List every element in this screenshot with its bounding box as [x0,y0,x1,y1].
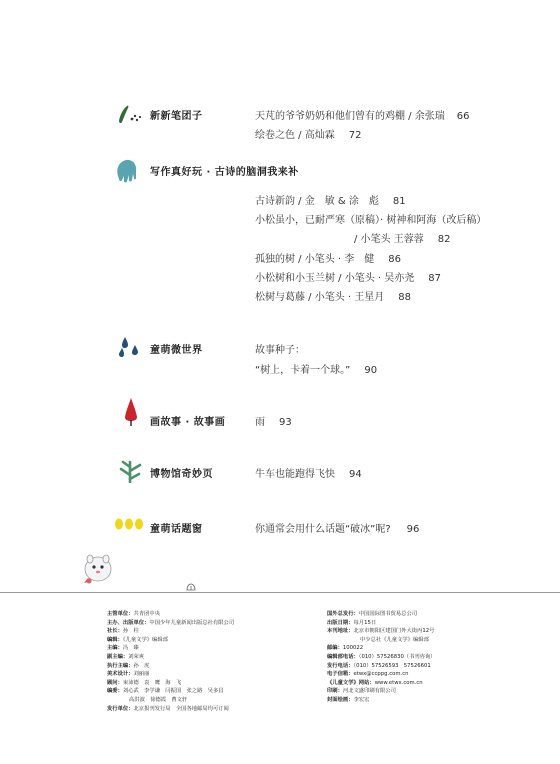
green-brush-icon [116,103,146,125]
masthead-row [107,705,234,714]
masthead-row [327,636,436,645]
masthead-row [107,687,234,696]
masthead-value: 刘丽丽 [133,671,150,678]
toc-entry[interactable] [255,269,441,284]
masthead-label: 主管单位： [107,611,134,617]
page-number: 96 [406,524,420,535]
masthead-value: 每月15日 [353,619,377,626]
masthead-value: 中少总社《儿童文学》编辑部 [360,636,429,643]
toc-entry[interactable] [354,230,450,245]
red-tree-icon [123,397,139,427]
masthead-label: 《儿童文学》网站： [327,679,375,686]
toc-entry[interactable] [255,192,406,207]
masthead-row [327,627,436,636]
masthead-label: 主办、出版单位： [107,619,150,626]
masthead-value: （010）57526593 57526601 [353,662,431,669]
masthead-value: 中国国际图书贸易总公司 [358,611,418,617]
toc-entry[interactable] [255,288,411,303]
masthead-website[interactable]: www.etwx.com.cn [374,679,423,686]
page-number: 94 [349,469,362,480]
masthead-row [327,610,436,619]
entry-text: 小松树和小玉兰树 / 小笔头 · 吴亦尧 [255,273,415,284]
toc-entry[interactable] [255,126,361,141]
masthead-value: 100022 [342,645,364,652]
masthead-label: 编辑部电话： [327,653,359,660]
masthead-label: 出版日期： [327,619,354,626]
toc-entry[interactable] [255,250,401,265]
masthead-label: 顾问： [107,679,123,686]
page-number: 88 [398,292,411,303]
page-number: 93 [279,417,292,428]
page-number: 82 [437,234,451,245]
masthead-label: 编辑： [107,636,123,643]
entry-text: 天芃的爷爷奶奶和他们曾有的鸡棚 / 余张瑞 [255,111,445,122]
masthead-row [107,644,234,653]
entry-text: 故事种子： [255,345,305,356]
footer-divider [0,592,560,593]
masthead-label: 执行主编： [107,662,134,669]
masthead-row [107,627,234,636]
masthead-value: 《儿童文学》编辑部 [122,636,168,643]
masthead-value: 北京市朝阳区建国门外大街丙12号 [353,628,435,635]
section-title: 写作真好玩 · 古诗的脑洞我来补 [150,167,299,178]
masthead-label: 印刷： [327,688,343,695]
masthead-row [327,662,436,671]
masthead-label: 编委： [107,688,123,695]
section-title: 童萌微世界 [150,345,203,356]
blue-drops-icon [118,334,144,358]
page-number: 81 [392,196,406,207]
page-number: 90 [364,365,378,376]
entry-text: 古诗新韵 / 金 敏 & 涂 彪 [255,196,379,207]
entry-text: 雨 [255,417,265,428]
masthead-value: 共青团中央 [133,611,160,617]
toc-entry[interactable] [255,361,377,376]
masthead-label: 主编： [107,645,123,652]
masthead-label: 美术设计： [107,671,134,678]
masthead-value: 刘心武 李学谦 闫振国 张之路 吴多昌 [122,688,224,695]
toc-entry[interactable] [255,211,486,226]
entry-text: 你通常会用什么话题“破冰”呢? [255,524,391,535]
masthead-value: 北京报刊发行局 全国各地邮局均可订阅 [133,705,229,712]
masthead-value: （010）57526830（书刊咨询） [358,653,436,660]
masthead-row [327,670,436,679]
masthead-row [107,679,234,688]
masthead-label: 发行电话： [327,662,354,669]
masthead-email[interactable]: etwx@ccppg.com.cn [353,671,409,678]
masthead-row [327,687,436,696]
masthead-row [107,610,234,619]
masthead-value: 束沛德 袁 鹰 海 飞 [122,679,182,686]
yellow-dots-icon [113,515,149,533]
masthead-label: 社长： [107,628,123,635]
entry-text: 绘卷之色 / 高灿霖 [255,130,335,141]
page-number: 86 [388,254,401,265]
teal-hand-icon [114,156,140,184]
entry-text: / 小笔头 王蓉蓉 [354,234,424,245]
masthead-value: 孙 柱 [122,628,139,635]
masthead-value: 高洪波 徐德霞 曹文轩 [129,696,188,703]
masthead-row [327,679,436,688]
masthead-value: 李宏宏 [353,696,370,703]
masthead-row [107,662,234,671]
entry-text: 孤独的树 / 小笔头 · 李 健 [255,254,375,265]
masthead-label: 发行单位： [107,705,134,712]
masthead-value: 冯 臻 [122,645,139,652]
masthead-label: 副主编： [107,653,129,660]
toc-entry[interactable] [255,341,305,356]
toc-entry[interactable] [255,107,469,122]
toc-entry[interactable] [255,465,362,480]
section-title: 新新笔团子 [150,111,203,122]
masthead-label: 本刊地址： [327,628,354,635]
toc-entry[interactable] [255,520,419,535]
mascot-illustration [80,552,116,586]
entry-text: “树上，卡着一个球。” [255,365,351,376]
toc-entry[interactable] [255,413,292,428]
masthead-row [107,670,234,679]
masthead-value: 中国少年儿童新闻出版总社有限公司 [149,619,235,626]
entry-text: 松树与葛藤 / 小笔头 · 王星月 [255,292,385,303]
masthead-right [327,610,436,705]
masthead-left [107,610,234,713]
masthead-row [327,653,436,662]
masthead-label: 封面绘画： [327,696,354,703]
section-title: 画故事 · 故事画 [150,417,226,428]
section-title: 博物馆奇妙页 [150,469,213,480]
masthead-row [327,644,436,653]
masthead-row [107,636,234,645]
masthead-row [327,696,436,705]
masthead-label: 国外总发行： [327,611,359,617]
masthead-label: 电子信箱： [327,671,354,678]
masthead-value: 河北文盛印刷有限公司 [342,688,396,695]
masthead-row [107,696,234,705]
masthead-row [327,619,436,628]
page-number: 72 [348,130,362,141]
page-number: 66 [456,111,470,122]
masthead-row [107,653,234,662]
section-title: 童萌话题窗 [150,524,203,535]
page-number: 87 [428,273,441,284]
page-mark-icon [186,583,196,591]
masthead-value: 刘荣爽 [128,653,145,660]
masthead-label: 邮编： [327,645,343,652]
masthead-row [107,619,234,628]
entry-text: 牛车也能跑得飞快 [255,469,335,480]
masthead-value: 孙 虎 [133,662,150,669]
green-plant-icon [116,457,144,483]
entry-text: 小松虽小，已耐严寒（原稿）· 树神和阿海（改后稿） [255,215,487,226]
